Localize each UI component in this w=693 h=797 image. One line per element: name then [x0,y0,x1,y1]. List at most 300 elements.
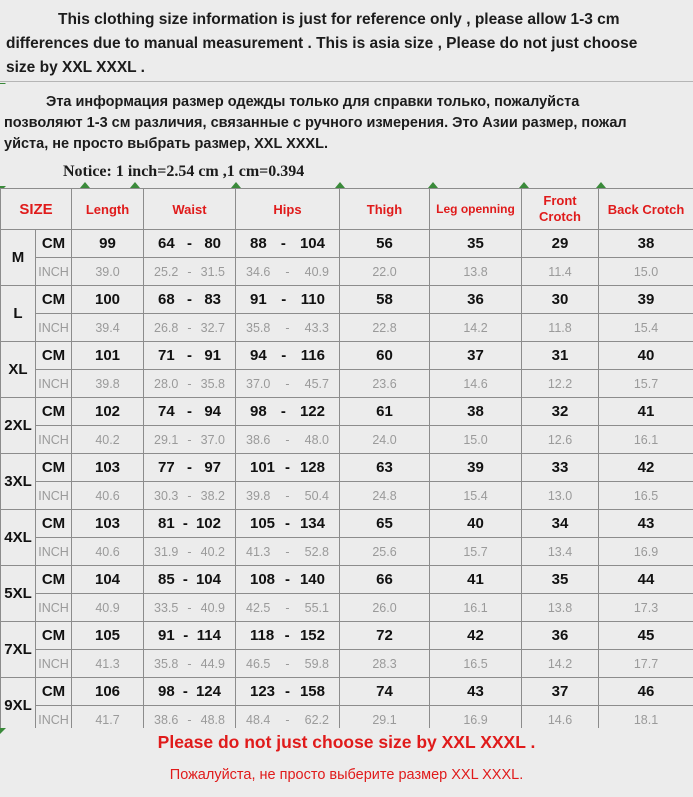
thigh-value: 29.1 [340,706,430,734]
length-value: 39.8 [72,370,144,398]
leg-opening-value: 14.2 [430,314,522,342]
thigh-value: 26.0 [340,594,430,622]
header-back-crotch: Back Crotch [599,189,693,230]
hips-range-min: 118 [250,627,275,644]
front-crotch-value: 30 [522,286,599,314]
hips-range [236,566,340,594]
range-dash: - [285,432,290,447]
waist-range-max: 97 [204,459,221,476]
waist-range [144,538,236,566]
front-crotch-value: 31 [522,342,599,370]
leg-opening-value: 15.7 [430,538,522,566]
table-row-cm [1,622,693,650]
hips-range [236,314,340,342]
unit-cm-label: CM [36,454,72,482]
back-crotch-value: 45 [599,622,693,650]
hips-range-max: 104 [299,235,325,252]
waist-range [144,650,236,678]
back-crotch-value: 40 [599,342,693,370]
waist-range [144,314,236,342]
waist-range [144,258,236,286]
length-value: 104 [72,566,144,594]
hips-range [236,622,340,650]
header-row [1,189,693,230]
range-dash: - [285,712,290,727]
waist-range-min: 85 [158,571,175,588]
range-dash: - [280,403,286,420]
front-crotch-value: 37 [522,678,599,706]
hips-range [236,594,340,622]
hips-range-min: 37.0 [246,376,271,391]
range-dash: - [187,600,192,615]
hips-range-min: 39.8 [246,488,271,503]
unit-inch-label: INCH [36,538,72,566]
leg-opening-value: 15.4 [430,482,522,510]
range-dash: - [187,432,192,447]
waist-range [144,566,236,594]
length-value: 103 [72,454,144,482]
hips-range [236,398,340,426]
length-value: 41.3 [72,650,144,678]
hips-range-max: 110 [300,291,325,308]
unit-inch-label: INCH [36,258,72,286]
range-dash: - [187,488,192,503]
thigh-value: 60 [340,342,430,370]
waist-range-max: 124 [195,683,221,700]
waist-range-max: 31.5 [200,264,225,279]
waist-range [144,622,236,650]
waist-range [144,454,236,482]
waist-range-min: 38.6 [154,712,179,727]
unit-cm-label: CM [36,566,72,594]
back-crotch-value: 16.9 [599,538,693,566]
waist-range-min: 91 [158,627,175,644]
table-row-cm [1,230,693,258]
hips-range-min: 38.6 [246,432,271,447]
length-value: 106 [72,678,144,706]
thigh-value: 74 [340,678,430,706]
hips-range-max: 48.0 [304,432,329,447]
length-value: 41.7 [72,706,144,734]
hips-range-min: 123 [250,683,276,700]
front-crotch-value: 12.2 [522,370,599,398]
range-dash: - [285,544,290,559]
back-crotch-value: 15.4 [599,314,693,342]
unit-inch-label: INCH [36,706,72,734]
hips-range-min: 94 [250,347,267,364]
thigh-value: 24.8 [340,482,430,510]
table-row-inch [1,482,693,510]
hips-range-max: 116 [300,347,325,364]
range-dash: - [285,515,290,532]
hips-range-max: 55.1 [304,600,329,615]
back-crotch-value: 15.7 [599,370,693,398]
table-row-cm [1,286,693,314]
unit-cm-label: CM [36,398,72,426]
corner-marker [0,728,6,734]
hips-range-max: 52.8 [304,544,329,559]
range-dash: - [284,627,290,644]
waist-range [144,398,236,426]
hips-range-max: 122 [299,403,325,420]
thigh-value: 22.8 [340,314,430,342]
table-row-inch [1,538,693,566]
hips-range [236,426,340,454]
hips-range-max: 158 [299,683,325,700]
hips-range-min: 41.3 [246,544,271,559]
thigh-value: 65 [340,510,430,538]
front-crotch-value: 14.2 [522,650,599,678]
waist-range-max: 48.8 [200,712,225,727]
table-row-inch [1,426,693,454]
unit-inch-label: INCH [36,650,72,678]
unit-cm-label: CM [36,510,72,538]
footer-warning [0,728,693,797]
table-row-cm [1,398,693,426]
waist-range-min: 74 [158,403,175,420]
leg-opening-value: 38 [430,398,522,426]
hips-range-min: 105 [250,515,276,532]
waist-range [144,426,236,454]
front-crotch-value: 12.6 [522,426,599,454]
hips-range-min: 101 [250,459,276,476]
length-value: 99 [72,230,144,258]
header-waist: Waist [144,189,236,230]
table-row-cm [1,566,693,594]
waist-range-max: 91 [204,347,221,364]
leg-opening-value: 40 [430,510,522,538]
russian-notice [0,84,693,158]
thigh-value: 72 [340,622,430,650]
hips-range-min: 108 [250,571,276,588]
size-label: 7XL [1,622,36,678]
thigh-value: 58 [340,286,430,314]
hips-range-min: 46.5 [246,656,271,671]
waist-range-max: 37.0 [200,432,225,447]
back-crotch-value: 16.5 [599,482,693,510]
unit-cm-label: CM [36,230,72,258]
leg-opening-value: 37 [430,342,522,370]
range-dash: - [187,403,192,420]
waist-range [144,594,236,622]
footer-warning-english: Please do not just choose size by XXL XXXL . [157,732,536,752]
range-dash: - [285,571,290,588]
thigh-value: 56 [340,230,430,258]
waist-range-min: 35.8 [154,656,179,671]
waist-range-max: 44.9 [200,656,225,671]
range-dash: - [187,235,192,252]
range-dash: - [187,712,192,727]
header-front-crotch: Front Crotch [522,189,599,230]
back-crotch-value: 41 [599,398,693,426]
waist-range-min: 68 [158,291,175,308]
waist-range-max: 114 [196,627,221,644]
size-label: 5XL [1,566,36,622]
header-length: Length [72,189,144,230]
english-notice-line-3: size by XXL XXXL . [6,59,145,76]
thigh-value: 24.0 [340,426,430,454]
thigh-value: 25.6 [340,538,430,566]
front-crotch-value: 13.4 [522,538,599,566]
hips-range-max: 152 [299,627,325,644]
size-chart-body [1,230,693,734]
back-crotch-value: 46 [599,678,693,706]
length-value: 40.6 [72,538,144,566]
english-notice-line-1: This clothing size information is just for reference only , please allow 1-3 cm [58,11,620,28]
length-value: 40.2 [72,426,144,454]
waist-range [144,510,236,538]
hips-range [236,258,340,286]
back-crotch-value: 44 [599,566,693,594]
hips-range-min: 34.6 [246,264,271,279]
russian-notice-line-2: позволяют 1-3 см различия, связанные с ручного измерения. Это Азии размер, пожал [4,115,627,131]
range-dash: - [285,376,290,391]
back-crotch-value: 17.3 [599,594,693,622]
english-notice-line-2: differences due to manual measurement . This is asia size , Please do not just choose [6,35,638,52]
leg-opening-value: 14.6 [430,370,522,398]
range-dash: - [285,683,290,700]
leg-opening-value: 16.9 [430,706,522,734]
front-crotch-value: 11.8 [522,314,599,342]
hips-range-min: 88 [250,235,267,252]
leg-opening-value: 16.5 [430,650,522,678]
hips-range [236,342,340,370]
hips-range [236,510,340,538]
front-crotch-value: 34 [522,510,599,538]
unit-cm-label: CM [36,678,72,706]
range-dash: - [187,544,192,559]
waist-range-max: 102 [195,515,221,532]
hips-range-min: 98 [250,403,267,420]
front-crotch-value: 35 [522,566,599,594]
front-crotch-value: 14.6 [522,706,599,734]
leg-opening-value: 41 [430,566,522,594]
table-row-cm [1,678,693,706]
back-crotch-value: 38 [599,230,693,258]
waist-range-max: 32.7 [200,320,225,335]
hips-range [236,230,340,258]
thigh-value: 63 [340,454,430,482]
hips-range-max: 50.4 [304,488,329,503]
leg-opening-value: 43 [430,678,522,706]
range-dash: - [187,656,192,671]
range-dash: - [187,264,192,279]
unit-inch-label: INCH [36,314,72,342]
back-crotch-value: 39 [599,286,693,314]
back-crotch-value: 15.0 [599,258,693,286]
front-crotch-value: 13.0 [522,482,599,510]
thigh-value: 61 [340,398,430,426]
length-value: 39.0 [72,258,144,286]
waist-range-min: 30.3 [154,488,179,503]
hips-range [236,538,340,566]
size-chart-table [0,188,693,734]
leg-opening-value: 42 [430,622,522,650]
size-label: 9XL [1,678,36,734]
header-leg-opening: Leg openning [430,189,522,230]
waist-range-min: 25.2 [154,264,179,279]
unit-conversion-note: Notice: 1 inch=2.54 cm ,1 cm=0.394 [63,163,305,180]
waist-range-max: 94 [204,403,221,420]
table-row-cm [1,342,693,370]
length-value: 40.9 [72,594,144,622]
range-dash: - [182,515,188,532]
size-label: L [1,286,36,342]
front-crotch-value: 29 [522,230,599,258]
table-row-inch [1,314,693,342]
length-value: 39.4 [72,314,144,342]
waist-range-max: 104 [195,571,221,588]
table-row-inch [1,594,693,622]
hips-range-max: 59.8 [304,656,329,671]
table-row-inch [1,370,693,398]
unit-inch-label: INCH [36,594,72,622]
hips-range [236,370,340,398]
back-crotch-value: 17.7 [599,650,693,678]
range-dash: - [285,320,290,335]
thigh-value: 66 [340,566,430,594]
unit-inch-label: INCH [36,426,72,454]
front-crotch-value: 11.4 [522,258,599,286]
waist-range-max: 38.2 [200,488,225,503]
leg-opening-value: 13.8 [430,258,522,286]
leg-opening-value: 39 [430,454,522,482]
hips-range-max: 128 [299,459,325,476]
hips-range-max: 45.7 [304,376,329,391]
hips-range-min: 91 [250,291,267,308]
range-dash: - [187,291,192,308]
range-dash: - [285,600,290,615]
leg-opening-value: 36 [430,286,522,314]
range-dash: - [285,459,290,476]
hips-range-max: 43.3 [304,320,329,335]
waist-range-min: 64 [158,235,175,252]
leg-opening-value: 15.0 [430,426,522,454]
hips-range-max: 40.9 [304,264,329,279]
thigh-value: 23.6 [340,370,430,398]
range-dash: - [187,320,192,335]
unit-inch-label: INCH [36,370,72,398]
hips-range [236,286,340,314]
waist-range [144,678,236,706]
russian-notice-line-3: уйста, не просто выбрать размер, XXL XXXL. [4,136,328,152]
size-label: 4XL [1,510,36,566]
footer-warning-russian: Пожалуйста, не просто выберите размер XXL XXXL. [169,767,524,783]
hips-range-max: 140 [299,571,325,588]
size-label: 2XL [1,398,36,454]
length-value: 100 [72,286,144,314]
waist-range-min: 98 [158,683,175,700]
thigh-value: 28.3 [340,650,430,678]
waist-range-min: 71 [158,347,175,364]
thigh-value: 22.0 [340,258,430,286]
back-crotch-value: 42 [599,454,693,482]
waist-range-min: 77 [158,459,175,476]
range-dash: - [182,571,188,588]
front-crotch-value: 33 [522,454,599,482]
table-row-inch [1,650,693,678]
waist-range [144,370,236,398]
waist-range [144,230,236,258]
hips-range-max: 134 [299,515,325,532]
unit-cm-label: CM [36,622,72,650]
length-value: 103 [72,510,144,538]
waist-range-max: 80 [204,235,221,252]
range-dash: - [280,235,286,252]
range-dash: - [285,656,290,671]
table-row-cm [1,510,693,538]
waist-range-max: 40.9 [200,600,225,615]
russian-notice-line-1: Эта информация размер одежды только для справки только, пожалуйста [46,94,580,110]
hips-range-min: 42.5 [246,600,271,615]
range-dash: - [281,347,287,364]
waist-range-min: 81 [158,515,175,532]
unit-inch-label: INCH [36,482,72,510]
back-crotch-value: 16.1 [599,426,693,454]
table-row-inch [1,258,693,286]
size-label: M [1,230,36,286]
waist-range-min: 29.1 [154,432,179,447]
size-label: XL [1,342,36,398]
back-crotch-value: 18.1 [599,706,693,734]
waist-range-min: 28.0 [154,376,179,391]
table-row-cm [1,454,693,482]
range-dash: - [183,627,189,644]
front-crotch-value: 32 [522,398,599,426]
hips-range-min: 48.4 [246,712,271,727]
range-dash: - [187,376,192,391]
range-dash: - [187,459,192,476]
range-dash: - [285,488,290,503]
length-value: 101 [72,342,144,370]
waist-range [144,342,236,370]
waist-range-max: 35.8 [200,376,225,391]
hips-range [236,482,340,510]
leg-opening-value: 35 [430,230,522,258]
back-crotch-value: 43 [599,510,693,538]
waist-range-min: 33.5 [154,600,179,615]
unit-cm-label: CM [36,286,72,314]
header-hips: Hips [236,189,340,230]
range-dash: - [182,683,188,700]
range-dash: - [187,347,192,364]
hips-range-max: 62.2 [304,712,329,727]
header-thigh: Thigh [340,189,430,230]
hips-range [236,678,340,706]
hips-range [236,454,340,482]
waist-range [144,286,236,314]
front-crotch-value: 13.8 [522,594,599,622]
waist-range-max: 83 [204,291,221,308]
range-dash: - [285,264,290,279]
waist-range [144,482,236,510]
size-label: 3XL [1,454,36,510]
waist-range-max: 40.2 [200,544,225,559]
leg-opening-value: 16.1 [430,594,522,622]
length-value: 102 [72,398,144,426]
hips-range-min: 35.8 [246,320,271,335]
header-size: SIZE [1,189,72,230]
length-value: 105 [72,622,144,650]
range-dash: - [281,291,287,308]
unit-cm-label: CM [36,342,72,370]
english-notice [0,0,693,82]
waist-range-min: 31.9 [154,544,179,559]
waist-range-min: 26.8 [154,320,179,335]
length-value: 40.6 [72,482,144,510]
front-crotch-value: 36 [522,622,599,650]
hips-range [236,650,340,678]
